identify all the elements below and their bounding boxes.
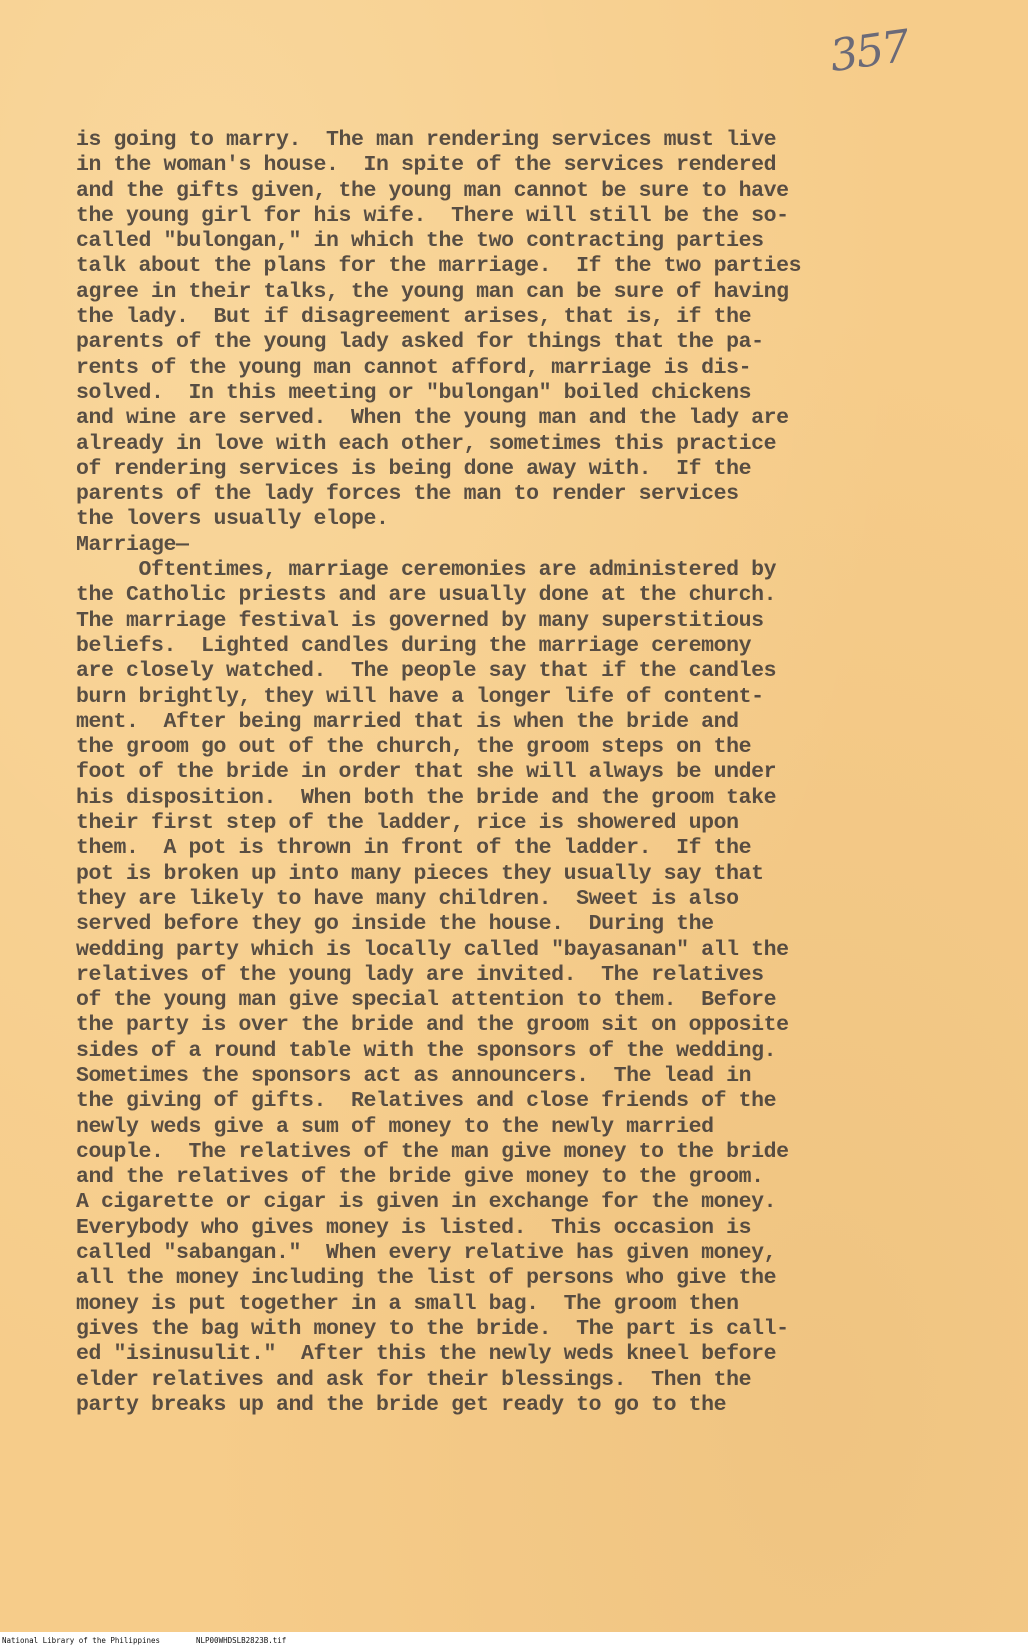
text-line: agree in their talks, the young man can be sure of having: [76, 279, 789, 304]
text-line: called "bulongan," in which the two contracting parties: [76, 229, 764, 254]
text-line: Sometimes the sponsors act as announcers. The lead in: [76, 1063, 752, 1088]
text-line: wedding party which is locally called "bayasanan" all the: [76, 937, 789, 962]
text-line: money is put together in a small bag. The groom then: [76, 1291, 739, 1316]
text-line: pot is broken up into many pieces they usually say that: [76, 861, 764, 886]
text-line: of rendering services is being done away with. If the: [76, 456, 752, 481]
text-line: all the money including the list of persons who give the: [76, 1266, 777, 1291]
text-line: couple. The relatives of the man give money to the bride: [76, 1139, 789, 1164]
body-text: [76, 128, 996, 1418]
text-line: Everybody who gives money is listed. This occasion is: [76, 1215, 752, 1240]
text-line: foot of the bride in order that she will always be under: [76, 760, 777, 785]
text-line: they are likely to have many children. Sweet is also: [76, 886, 739, 911]
text-line: the lady. But if disagreement arises, that is, if the: [76, 305, 752, 330]
text-line: and the relatives of the bride give money to the groom.: [76, 1165, 764, 1190]
text-line: ed "isinusulit." After this the newly weds kneel before: [76, 1342, 777, 1367]
text-line: served before they go inside the house. During the: [76, 912, 714, 937]
text-line: already in love with each other, sometimes this practice: [76, 431, 777, 456]
text-line: the young girl for his wife. There will still be the so-: [76, 203, 789, 228]
text-line: solved. In this meeting or "bulongan" boiled chickens: [76, 380, 752, 405]
text-line: The marriage festival is governed by many superstitious: [76, 608, 764, 633]
text-line: sides of a round table with the sponsors of the wedding.: [76, 1038, 777, 1063]
text-line: the groom go out of the church, the groom steps on the: [76, 735, 752, 760]
text-line: called "sabangan." When every relative has given money,: [76, 1241, 777, 1266]
text-line: in the woman's house. In spite of the services rendered: [76, 153, 777, 178]
text-line: talk about the plans for the marriage. If the two parties: [76, 254, 802, 279]
scan-footer: [0, 1632, 1028, 1650]
text-line: is going to marry. The man rendering services must live: [76, 128, 777, 152]
text-line: the giving of gifts. Relatives and close friends of the: [76, 1089, 777, 1114]
text-line: newly weds give a sum of money to the newly married: [76, 1114, 714, 1139]
text-line: A cigarette or cigar is given in exchange for the money.: [76, 1190, 777, 1215]
text-line: burn brightly, they will have a longer life of content-: [76, 684, 764, 709]
page-number: 357: [826, 20, 912, 83]
text-line: of the young man give special attention to them. Before: [76, 988, 777, 1013]
section-heading: Marriage—: [76, 532, 189, 557]
text-line: the lovers usually elope.: [76, 507, 389, 532]
text-line: beliefs. Lighted candles during the marriage ceremony: [76, 633, 752, 658]
text-line: elder relatives and ask for their blessings. Then the: [76, 1367, 752, 1392]
text-line: parents of the young lady asked for things that the pa-: [76, 330, 764, 355]
text-line: gives the bag with money to the bride. The part is call-: [76, 1316, 789, 1341]
text-line: and the gifts given, the young man cannot be sure to have: [76, 178, 789, 203]
text-line: party breaks up and the bride get ready to go to the: [76, 1392, 727, 1417]
text-line: parents of the lady forces the man to render services: [76, 482, 739, 507]
text-line: them. A pot is thrown in front of the ladder. If the: [76, 836, 752, 861]
text-line: the Catholic priests and are usually done at the church.: [76, 583, 777, 608]
text-line: his disposition. When both the bride and the groom take: [76, 785, 777, 810]
text-line: their first step of the ladder, rice is showered upon: [76, 811, 739, 836]
footer-library-name: National Library of the Philippines: [2, 1636, 161, 1645]
text-line: rents of the young man cannot afford, marriage is dis-: [76, 355, 752, 380]
text-line: and wine are served. When the young man and the lady are: [76, 406, 789, 431]
text-line: Oftentimes, marriage ceremonies are administered by: [76, 558, 777, 583]
text-line: relatives of the young lady are invited. The relatives: [76, 962, 764, 987]
text-line: ment. After being married that is when the bride and: [76, 709, 739, 734]
text-line: the party is over the bride and the groom sit on opposite: [76, 1013, 789, 1038]
footer-file-name: NLP00WHDSLB2823B.tif: [196, 1636, 287, 1645]
text-line: are closely watched. The people say that if the candles: [76, 659, 777, 684]
